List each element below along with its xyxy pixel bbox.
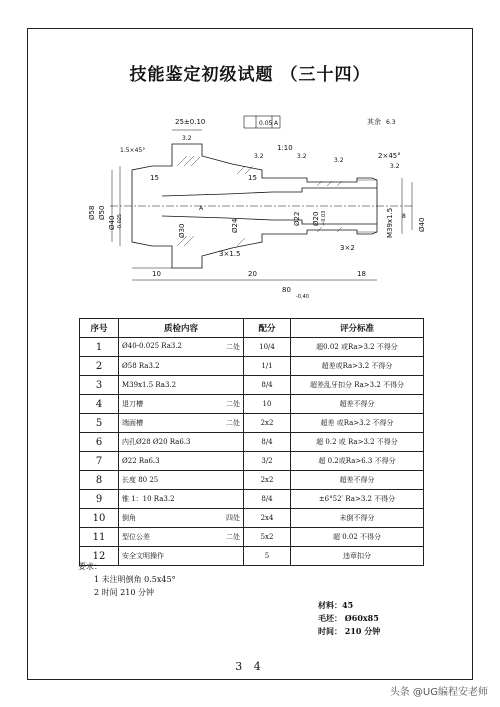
row-no: 1 [80,338,119,357]
row-item-qty: 二处 [226,400,240,408]
table-row [80,528,424,547]
table-row [80,338,424,357]
dim-d22: Ø22 [293,211,301,226]
table-row [80,357,424,376]
requirements-heading: 要求： [78,562,102,571]
watermark: 头条 @UG编程安老师 [389,687,488,698]
requirement-item: 1 未注明倒角 0.5x45° [94,575,176,584]
dim-groove-1: 3×1.5 [219,250,241,258]
dim-len-80-tol: -0.40 [296,294,309,300]
row-criteria: 超差不得分 [291,471,424,490]
row-criteria: 超0.02 或Ra>3.2 不得分 [291,338,424,357]
col-header-criteria: 评分标准 [291,319,424,338]
row-item-qty: 二处 [226,419,240,427]
row-score: 2x4 [244,509,291,528]
row-item [119,376,244,395]
col-header-score: 配分 [244,319,291,338]
row-item-qty: 四处 [226,514,240,522]
row-no: 4 [80,395,119,414]
row-item-text: 端面槽 [122,419,143,427]
row-criteria: 未倒不得分 [291,509,424,528]
requirements-block [78,560,176,599]
row-item [119,490,244,509]
roughness-rest-label: 其余 [367,118,381,126]
datum-mark: A [199,205,204,212]
dim-top-width: 25±0.10 [175,118,206,126]
spec-material: 材料：45 [318,600,354,610]
row-item-text: M39x1.5 Ra3.2 [122,381,177,389]
row-no: 2 [80,357,119,376]
table-row [80,452,424,471]
roughness-3: 3.2 [297,153,307,160]
row-no: 10 [80,509,119,528]
row-item [119,433,244,452]
row-score: 8/4 [244,490,291,509]
row-score: 5 [244,547,291,566]
row-item-text: 长度 80 25 [122,476,159,484]
dim-taper: 1:10 [277,144,293,152]
row-score: 8/4 [244,376,291,395]
row-criteria: 超 0.2 或 Ra>3.2 不得分 [291,433,424,452]
row-item-text: 内孔Ø28 Ø20 Ra6.3 [122,438,191,446]
row-score: 1/1 [244,357,291,376]
row-item-text: 型位公差 [122,533,150,541]
row-criteria: 超差乱牙扣分 Ra>3.2 不得分 [291,376,424,395]
dim-len-18: 18 [357,270,366,278]
page-number: 3 4 [235,660,265,673]
dim-len-15-b: 15 [248,174,257,182]
dim-d40-tol: -0.025 [117,213,123,230]
table-row [80,471,424,490]
dim-d24: Ø24 [231,218,239,233]
dim-chamfer-right: 2×45° [378,152,401,160]
col-header-item: 质检内容 [119,319,244,338]
part-drawing [72,108,428,308]
row-item [119,357,244,376]
dim-datum: A [274,120,279,127]
table-row [80,376,424,395]
row-item-text: Ø58 Ra3.2 [122,362,160,370]
row-criteria: 超差或Ra>3.2 不得分 [291,357,424,376]
dim-d30: Ø30 [178,223,186,238]
row-no: 8 [80,471,119,490]
dim-len-80: 80 [282,286,291,294]
dim-d20: Ø20 [312,211,320,226]
row-item-text: 锥 1：10 Ra3.2 [122,495,175,503]
dim-d40-right: Ø40 [418,217,426,232]
row-item-text: 倒角 [122,514,136,522]
quality-check-table [79,318,424,566]
row-item-qty: 二处 [226,343,240,351]
dim-d40-left: Ø40 [108,215,116,230]
row-no: 5 [80,414,119,433]
row-criteria: ±6°52′ Ra>3.2 不得分 [291,490,424,509]
row-score: 3/2 [244,452,291,471]
row-criteria: 违章扣分 [291,547,424,566]
page-title: 技能鉴定初级试题 （三十四） [129,65,371,85]
dim-d50: Ø50 [98,205,106,220]
roughness-4: 3.2 [390,163,400,170]
row-criteria: 超差不得分 [291,395,424,414]
row-item [119,395,244,414]
roughness-2: 3.2 [254,153,264,160]
spec-block [318,599,380,638]
table-row [80,395,424,414]
spec-time: 时间： 210 分钟 [318,626,381,636]
dim-len-15-a: 15 [150,174,159,182]
row-criteria: 超差 或Ra>3.2 不得分 [291,414,424,433]
row-item [119,452,244,471]
row-item-text: Ø22 Ra6.3 [122,457,160,465]
dim-chamfer-left: 1.5×45° [120,147,146,154]
row-no: 12 [80,547,119,566]
row-score: 8/4 [244,433,291,452]
row-criteria: 超 0.02 不得分 [291,528,424,547]
row-criteria: 超 0.2或Ra>6.3 不得分 [291,452,424,471]
row-score: 10 [244,395,291,414]
dim-d58: Ø58 [88,205,96,220]
row-item [119,528,244,547]
table-header-row [80,319,424,338]
dim-len-20: 20 [248,270,257,278]
dim-d20-tol: +0.03 [321,210,327,226]
row-item [119,414,244,433]
spec-blank: 毛坯： Ø60x85 [318,613,379,623]
row-no: 9 [80,490,119,509]
roughness-1: 3.2 [182,135,192,142]
row-score: 10/4 [244,338,291,357]
dim-flatness: 0.05 [259,120,273,127]
table-row [80,509,424,528]
row-item [119,509,244,528]
row-score: 5x2 [244,528,291,547]
table-row [80,433,424,452]
row-item-text: Ø40-0.025 Ra3.2 [122,342,183,350]
row-no: 3 [80,376,119,395]
row-item [119,471,244,490]
row-item-qty: 二处 [226,533,240,541]
roughness-5: 3.2 [334,157,344,164]
dim-len-8: 8 [402,213,406,220]
requirement-item: 2 时间 210 分钟 [94,588,154,597]
row-no: 6 [80,433,119,452]
row-item [119,338,244,357]
row-no: 11 [80,528,119,547]
table-row [80,414,424,433]
dim-len-10: 10 [152,270,161,278]
row-item-text: 退刀槽 [122,400,143,408]
roughness-rest-value: 6.3 [386,119,396,126]
dim-groove-2: 3×2 [340,244,355,252]
dim-thread: M39x1.5 [386,207,394,238]
row-no: 7 [80,452,119,471]
table-row [80,490,424,509]
row-score: 2x2 [244,471,291,490]
row-score: 2x2 [244,414,291,433]
col-header-no: 序号 [80,319,119,338]
row-item-text: 安全文明操作 [122,552,164,560]
